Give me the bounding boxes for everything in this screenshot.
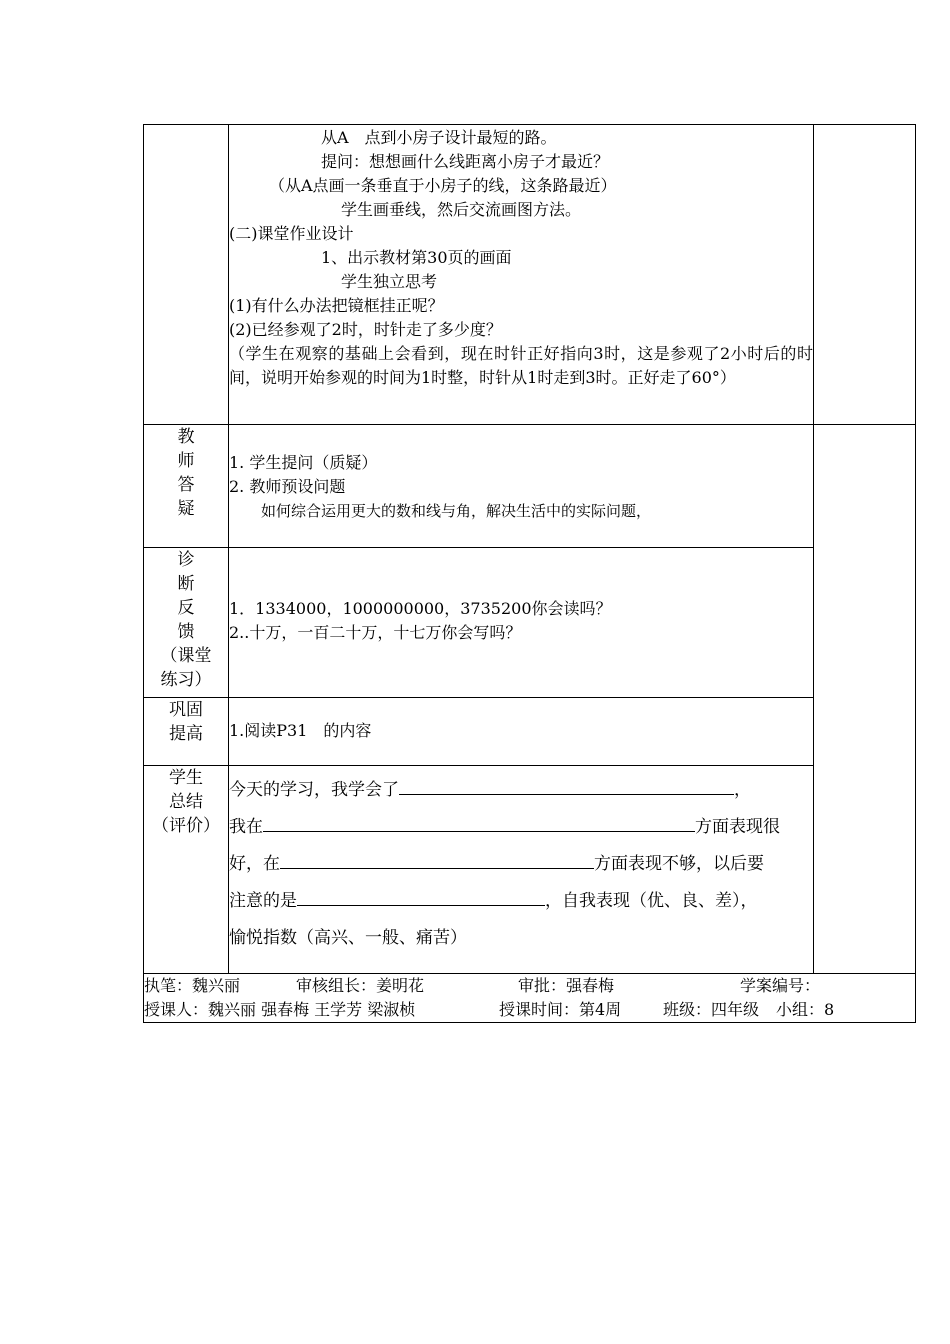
summary-text: 方面表现不够，以后要 <box>594 854 764 874</box>
footer-time: 授课时间：第4周 <box>499 1000 622 1019</box>
footer-approver: 审批：强春梅 <box>518 976 615 995</box>
consolidate-label <box>144 698 229 766</box>
activity-line: (2)已经参观了2时，时针走了多少度？ <box>229 320 502 339</box>
remarks-cell <box>814 125 916 425</box>
qa-row <box>144 425 916 548</box>
fill-blank[interactable] <box>297 887 545 906</box>
summary-text: 我在 <box>229 817 263 837</box>
activity-line: 学生画垂线，然后交流画图方法。 <box>341 200 582 219</box>
activity-line: (二)课堂作业设计 <box>229 224 354 243</box>
summary-text: ， <box>734 780 751 800</box>
activity-line: 学生独立思考 <box>341 272 438 291</box>
label-char: 反 <box>177 598 195 618</box>
summary-line-4 <box>229 883 813 920</box>
diagnosis-row <box>144 548 916 698</box>
label-char: （评价） <box>152 816 220 836</box>
consolidate-text: 1.阅读P31 的内容 <box>229 721 372 740</box>
footer-code: 学案编号： <box>740 976 821 995</box>
label-char: （课堂 <box>160 646 212 666</box>
activity-row <box>144 125 916 425</box>
label-char: 疑 <box>177 499 195 519</box>
summary-line-5: 愉悦指数（高兴、一般、痛苦） <box>229 928 467 948</box>
summary-text: 好，在 <box>229 854 280 874</box>
summary-text: ，自我表现（优、良、差）， <box>545 891 758 911</box>
activity-line: （从A点画一条垂直于小房子的线，这条路最近） <box>269 176 617 195</box>
label-char: 断 <box>177 574 195 594</box>
footer-reviewer: 审核组长：姜明花 <box>296 976 425 995</box>
label-char: 诊 <box>177 550 195 570</box>
qa-note: 如何综合运用更大的数和线与角，解决生活中的实际问题， <box>261 502 652 520</box>
label-char: 答 <box>177 475 195 495</box>
consolidate-content <box>229 698 814 766</box>
fill-blank[interactable] <box>263 813 695 832</box>
activity-line: 从A 点到小房子设计最短的路。 <box>321 128 557 147</box>
diagnosis-label <box>144 548 229 698</box>
activity-line: 1、出示教材第30页的画面 <box>321 248 512 267</box>
footer-writer: 执笔：魏兴丽 <box>144 976 241 995</box>
label-char: 练习） <box>160 670 212 690</box>
qa-item: 1. 学生提问（质疑） <box>229 453 378 472</box>
label-char: 馈 <box>177 622 195 642</box>
activity-content <box>229 125 814 425</box>
label-char: 总结 <box>169 792 203 812</box>
footer-teachers: 授课人：魏兴丽 强春梅 王学芳 梁淑桢 <box>144 1000 416 1019</box>
qa-item: 2. 教师预设问题 <box>229 477 346 496</box>
label-char: 学生 <box>169 768 203 788</box>
fill-blank[interactable] <box>280 850 594 869</box>
summary-label <box>144 766 229 974</box>
summary-line-2 <box>229 809 813 846</box>
summary-line-3 <box>229 846 813 883</box>
diagnosis-item: 2..十万，一百二十万，十七万你会写吗？ <box>229 623 522 642</box>
diagnosis-item: 1．1334000，1000000000，3735200你会读吗？ <box>229 599 612 618</box>
summary-text: 今天的学习，我学会了 <box>229 780 399 800</box>
label-char: 师 <box>177 451 195 471</box>
label-char: 巩固 <box>169 700 203 720</box>
qa-label <box>144 425 229 548</box>
lesson-plan-table <box>143 124 916 1023</box>
summary-line-1 <box>229 772 813 809</box>
diagnosis-content <box>229 548 814 698</box>
summary-content <box>229 766 814 974</box>
fill-blank[interactable] <box>399 776 734 795</box>
footer-line-2 <box>144 998 915 1022</box>
qa-content <box>229 425 814 548</box>
activity-line: 提问：想想画什么线距离小房子才最近？ <box>321 152 610 171</box>
footer-line-1 <box>144 974 915 998</box>
footer-group: 小组：8 <box>776 1000 835 1019</box>
summary-text: 注意的是 <box>229 891 297 911</box>
label-char: 提高 <box>169 724 203 744</box>
summary-text: 方面表现很 <box>695 817 780 837</box>
footer-row <box>144 974 916 1023</box>
activity-paragraph: （学生在观察的基础上会看到，现在时针正好指向3时，这是参观了2小时后的时间，说明开始参观的时间为1时整，时针从1时走到3时。正好走了60°） <box>229 344 813 387</box>
activity-label-cell <box>144 125 229 425</box>
activity-line: (1)有什么办法把镜框挂正呢？ <box>229 296 444 315</box>
remarks-cell <box>814 425 916 974</box>
footer-grade: 班级：四年级 <box>663 1000 760 1019</box>
summary-row <box>144 766 916 974</box>
consolidate-row <box>144 698 916 766</box>
label-char: 教 <box>177 427 195 447</box>
footer-cell <box>144 974 916 1023</box>
